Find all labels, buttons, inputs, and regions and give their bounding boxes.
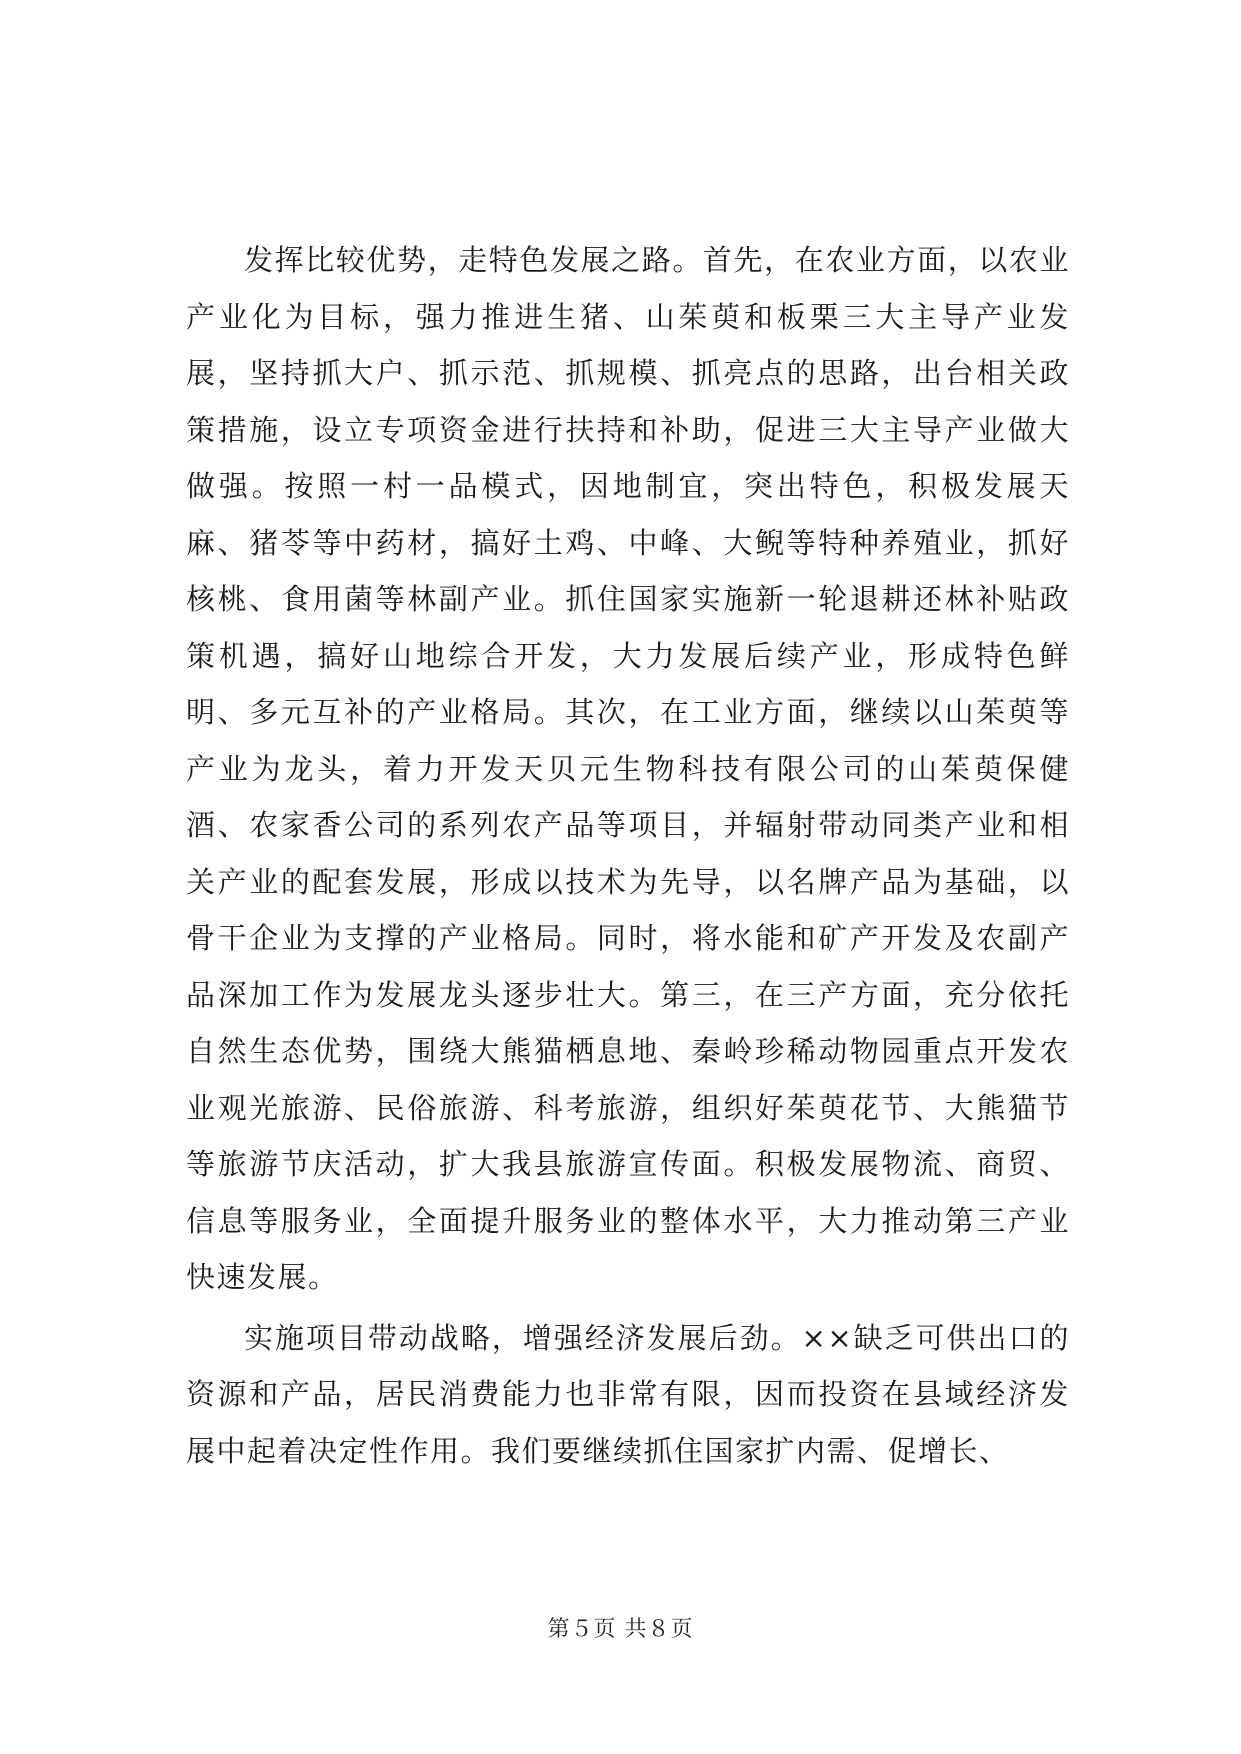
paragraph-2: 实施项目带动战略，增强经济发展后劲。××缺乏可供出口的资源和产品，居民消费能力也非常有限，因而投资在县域经济发展中起着决定性作用。我们要继续抓住国家扩内需、促增长、 bbox=[186, 1320, 1070, 1468]
page-footer: 第５页 共８页 bbox=[547, 1617, 694, 1642]
paragraph-1: 发挥比较优势，走特色发展之路。首先，在农业方面，以农业产业化为目标，强力推进生猪、山茱萸和板栗三大主导产业发展，坚持抓大户、抓示范、抓规模、抓亮点的思路，出台相关政策措施，设立专项资金进行扶持和补助，促进三大主导产业做大做强。按照一村一品模式，因地制宜，突出特色，积极发展天麻、猪苓等中药材，搞好土鸡、中峰、大鲵等特种养殖业，抓好核桃、食用菌等林副产业。抓住国家实施新一轮退耕还林补贴政策机遇，搞好山地综合开发，大力发展后续产业，形成特色鲜明、多元互补的产业格局。其次，在工业方面，继续以山茱萸等产业为龙头，着力开发天贝元生物科技有限公司的山茱萸保健酒、农家香公司的系列农产品等项目，并辐射带动同类产业和相关产业的配套发展，形成以技术为先导，以名牌产品为基础，以骨干企业为支撑的产业格局。同时，将水能和矿产开发及农副产品深加工作为发展龙头逐步壮大。第三，在三产方面，充分依托自然生态优势，围绕大熊猫栖息地、秦岭珍稀动物园重点开发农业观光旅游、民俗旅游、科考旅游，组织好茱萸花节、大熊猫节等旅游节庆活动，扩大我县旅游宣传面。积极发展物流、商贸、信息等服务业，全面提升服务业的整体水平，大力推动第三产业快速发展。 bbox=[186, 243, 1070, 1294]
body-text bbox=[186, 232, 1070, 1483]
